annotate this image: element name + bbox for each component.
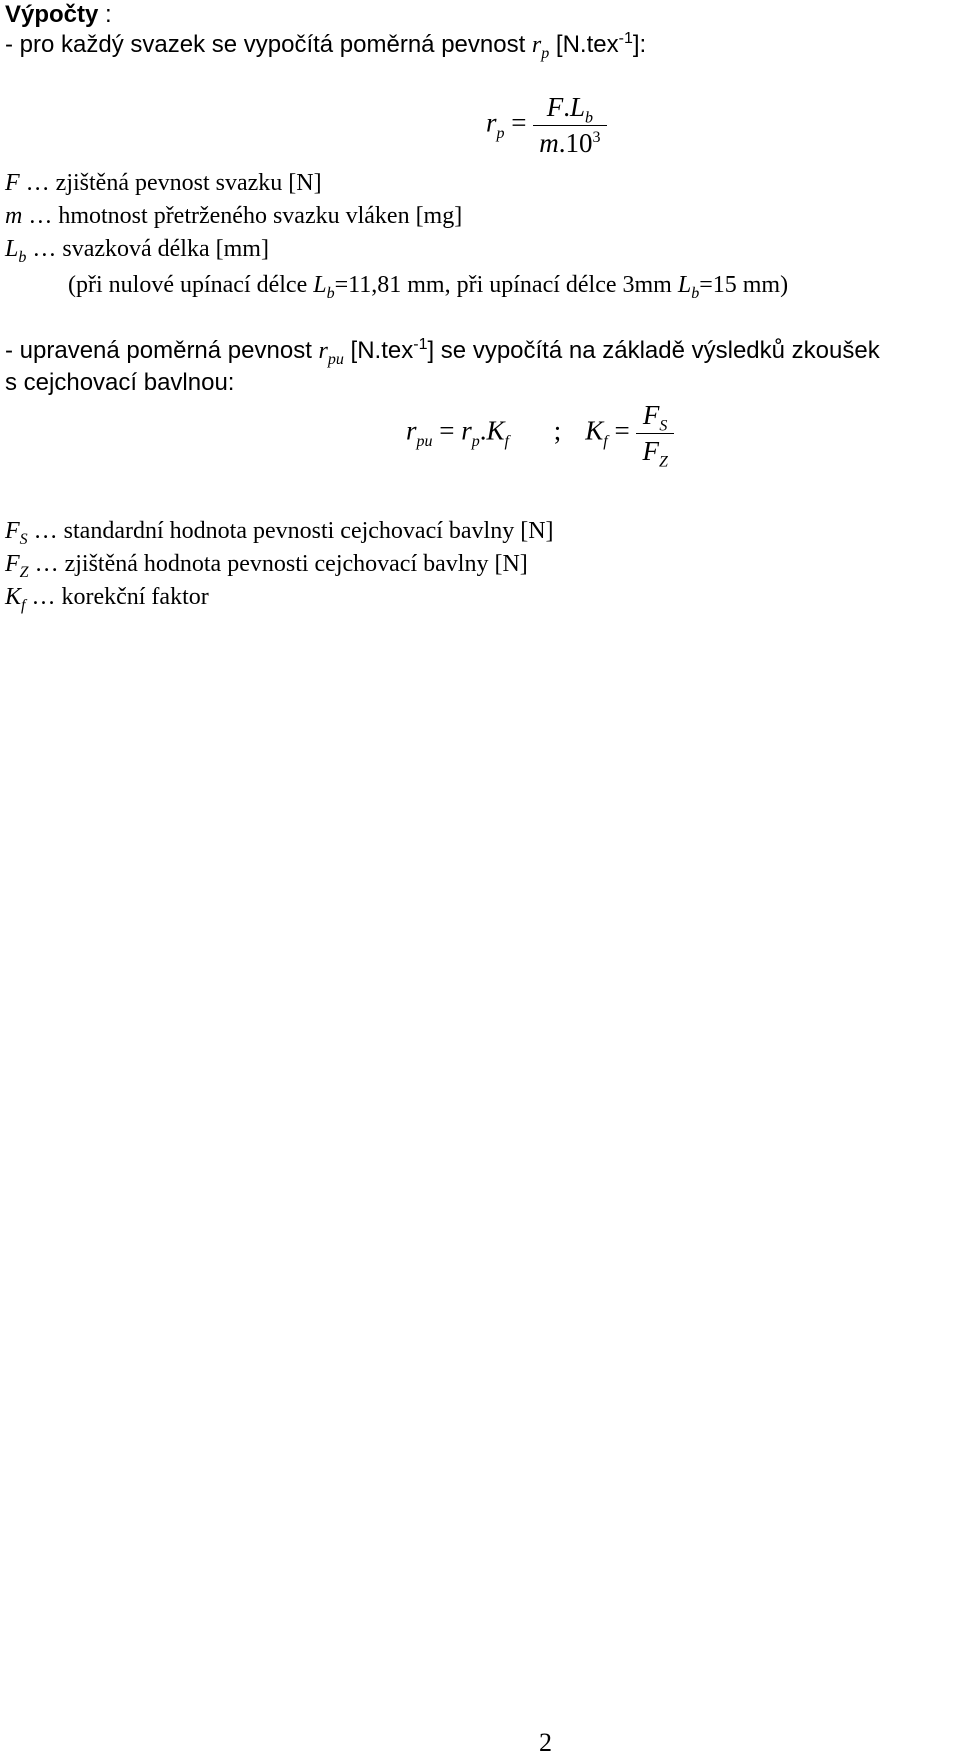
heading-title: Výpočty — [5, 1, 99, 28]
gauge-length-note — [68, 270, 788, 300]
legend1-symbol: L — [5, 236, 19, 262]
note-text-2: =11,81 mm, při upínací délce 3mm — [334, 272, 678, 298]
num-l: L — [569, 92, 586, 122]
legend1-text: svazková délka [mm] — [62, 236, 269, 262]
formula2-semicolon: ; — [553, 415, 562, 446]
legend1-item-f — [5, 168, 322, 198]
num-l-sub: b — [585, 109, 594, 127]
formula2-dot: . — [479, 415, 487, 446]
formula1-fraction — [533, 92, 606, 159]
formula1-lhs-sub: p — [496, 125, 505, 143]
formula1-eq: = — [504, 107, 534, 138]
intro-line — [5, 30, 646, 60]
legend1-sep: … — [22, 203, 59, 229]
adjusted-text: - upravená poměrná pevnost — [5, 337, 319, 364]
legend1-symbol: F — [5, 170, 20, 196]
legend1-text: zjištěná pevnost svazku [N] — [55, 170, 322, 196]
formula-relative-strength — [486, 92, 607, 159]
note-var-1-sub: b — [326, 284, 335, 302]
formula-adjusted-strength — [406, 400, 674, 471]
formula2-eq: = — [432, 415, 462, 446]
heading-suffix: : — [98, 1, 112, 28]
adjusted-text-line2: s cejchovací bavlnou: — [5, 369, 235, 396]
note-text-3: =15 mm) — [699, 272, 789, 298]
num-f: F — [546, 92, 564, 122]
legend2-text: … standardní hodnota pevnosti cejchovací bavlny [N] — [27, 518, 554, 544]
var-r-sub: p — [541, 44, 550, 62]
formula2-numerator — [636, 400, 673, 434]
legend2-item-fz — [5, 549, 528, 579]
legend1-symbol-sub: b — [18, 248, 27, 266]
legend1-item-m — [5, 201, 462, 231]
formula2-k: K — [486, 415, 505, 446]
note-text-1: (při nulové upínací délce — [68, 272, 314, 298]
formula2-eq2: = — [607, 415, 637, 446]
adjusted-text-rest: ] se vypočítá na základě výsledků zkoušek — [427, 337, 880, 364]
formula2-lhs-sub: pu — [416, 433, 433, 451]
adjusted-line-1 — [5, 336, 880, 366]
formula2-r: r — [461, 415, 472, 446]
section-heading — [5, 0, 112, 30]
var-r: r — [531, 32, 542, 58]
note-var-2-sub: b — [691, 284, 700, 302]
legend2-text: … zjištěná hodnota pevnosti cejchovací bavlny [N] — [28, 551, 528, 577]
formula2-fraction — [636, 400, 673, 471]
legend2-item-fs — [5, 516, 554, 546]
formula1-numerator — [533, 92, 606, 126]
unit-close: ]: — [632, 31, 647, 58]
legend2-symbol-sub: S — [19, 530, 28, 548]
den-ten: .10 — [558, 128, 593, 158]
adjusted-line-2 — [5, 368, 234, 398]
adjusted-unit-exp: -1 — [413, 336, 428, 353]
note-var-2: L — [677, 272, 692, 298]
den-m: m — [539, 128, 559, 158]
num-dot: . — [563, 92, 570, 122]
adjusted-var: r — [318, 338, 328, 364]
page-number: 2 — [539, 1728, 552, 1757]
unit-open: [N.tex — [549, 31, 619, 58]
formula2-den: F — [642, 436, 659, 466]
legend2-symbol: K — [5, 584, 22, 610]
formula2-denominator — [636, 434, 673, 471]
legend2-symbol: F — [5, 518, 20, 544]
legend1-sep: … — [19, 170, 56, 196]
legend1-text: hmotnost přetrženého svazku vláken [mg] — [58, 203, 463, 229]
formula1-denominator — [533, 126, 606, 159]
note-var-1: L — [313, 272, 327, 298]
formula2-num: F — [642, 400, 660, 430]
formula2-num-sub: S — [659, 417, 668, 435]
legend2-symbol-sub: Z — [19, 563, 29, 581]
formula2-k2-sub: f — [603, 433, 608, 451]
formula1-lhs: r — [486, 107, 497, 138]
formula2-lhs: r — [406, 415, 417, 446]
legend2-text: … korekční faktor — [25, 584, 209, 610]
intro-text: - pro každý svazek se vypočítá poměrná pevnost — [5, 31, 532, 58]
legend1-symbol: m — [5, 203, 23, 229]
legend2-symbol: F — [5, 551, 20, 577]
formula2-k2: K — [585, 415, 604, 446]
legend1-item-lb — [5, 234, 269, 264]
den-exp: 3 — [592, 129, 601, 146]
adjusted-var-sub: pu — [327, 350, 344, 368]
legend2-item-kf — [5, 582, 209, 612]
formula2-r-sub: p — [471, 433, 480, 451]
legend2-symbol-sub: f — [21, 596, 26, 614]
formula2-k-sub: f — [504, 433, 509, 451]
legend1-sep: … — [26, 236, 63, 262]
unit-exp: -1 — [618, 30, 633, 47]
formula2-den-sub: Z — [658, 453, 668, 471]
adjusted-unit-open: [N.tex — [343, 337, 414, 364]
